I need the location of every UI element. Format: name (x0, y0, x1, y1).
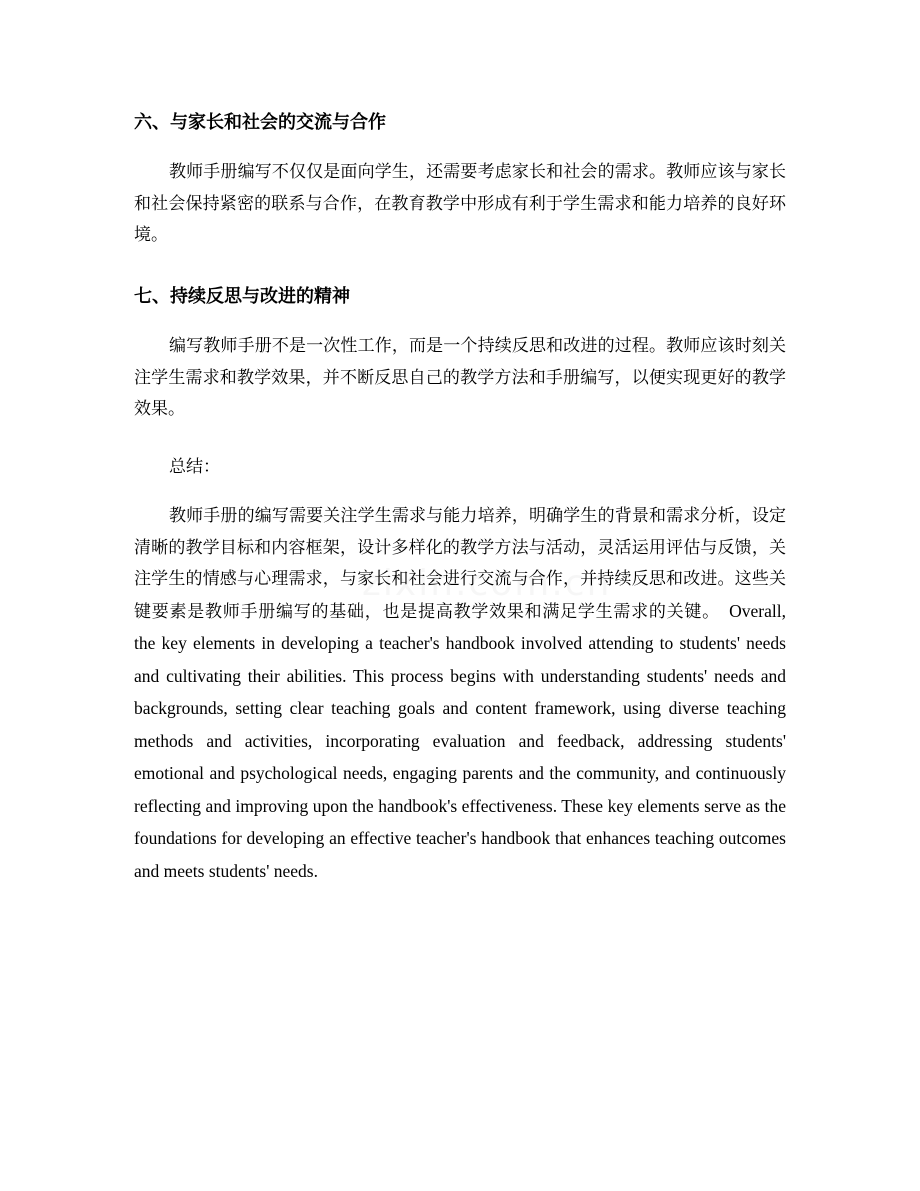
summary-english-text: Overall, the key elements in developing a teacher's handbook involved attending to students' needs and cultivating their abilities. This process begins with understanding students' needs and backgrounds, setting clear teaching goals and content framework, using diverse teaching methods and activities, incorporating evaluation and feedback, addressing students' emotional and psychological needs, engaging parents and the community, and continuously reflecting and improving upon the handbook's effectiveness. These key elements serve as the foundations for developing an effective teacher's handbook that enhances teaching outcomes and meets students' needs. (134, 600, 787, 881)
summary-label: 总结： (169, 457, 220, 477)
section-6-paragraph: 教师手册编写不仅仅是面向学生，还需要考虑家长和社会的需求。教师应该与家长和社会保持紧密的联系与合作，在教育教学中形成有利于学生需求和能力培养的良好环境。 (134, 162, 786, 245)
watermark (362, 563, 611, 604)
section-7-heading: 七、持续反思与改进的精神 (134, 286, 350, 307)
summary-chinese-text: 教师手册的编写需要关注学生需求与能力培养，明确学生的背景和需求分析，设定清晰的教学目标和内容框架，设计多样化的教学方法与活动，灵活运用评估与反馈，关注学生的情感与心理需求，与家长和社会进行交流与合作，并持续反思和改进。这些关键要素是教师手册编写的基础，也是提高教学效果和满足学生需求的关键。 (134, 506, 786, 622)
summary-paragraph (134, 501, 786, 888)
section-7-paragraph: 编写教师手册不是一次性工作，而是一个持续反思和改进的过程。教师应该时刻关注学生需求和教学效果，并不断反思自己的教学方法和手册编写，以便实现更好的教学效果。 (134, 336, 786, 419)
section-6-heading: 六、与家长和社会的交流与合作 (134, 112, 386, 133)
